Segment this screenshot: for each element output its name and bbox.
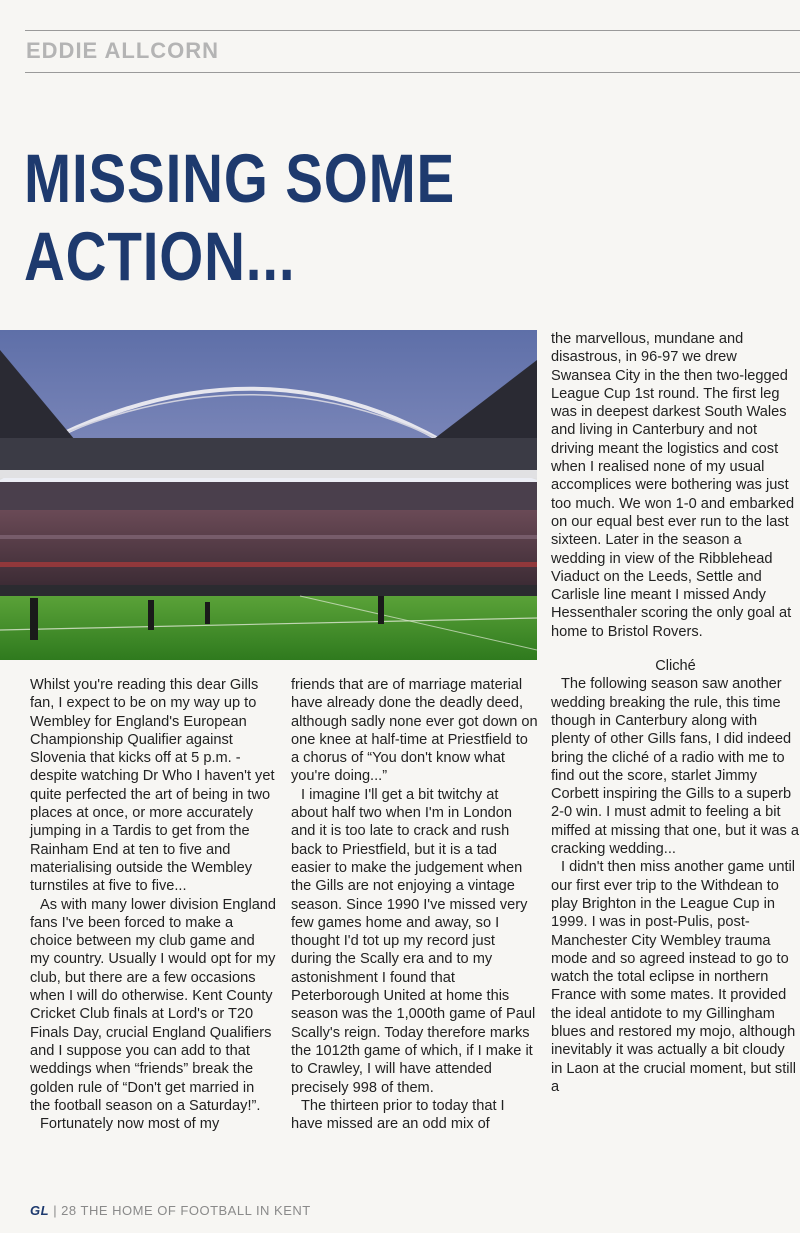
paragraph: Whilst you're reading this dear Gills fan, I expect to be on my way up to Wembley for England's European Championship Qualifier against Slovenia that kicks off at 5 p.m. - despite watching Dr Who I haven't yet quite perfected the art of being in two places at once, or more accurately jumping in a Tardis to get from the Rainham End at ten to five and materialising outside the Wembley turnstiles at five to five... — [30, 677, 275, 895]
paragraph: Fortunately now most of my — [40, 1116, 220, 1133]
magazine-logo-icon: GL — [30, 1203, 50, 1218]
title-line-2: ACTION... — [24, 218, 296, 295]
footer-text: | 28 THE HOME OF FOOTBALL IN KENT — [53, 1203, 311, 1218]
paragraph: The following season saw another wedding breaking the rule, this time though in Canterbury along with plenty of other Gills fans, I did indeed bring the cliché of a radio with me to find out the score, starlet Jimmy Corbett inspiring the Gills to a superb 2-0 win. I must admit to feeling a bit miffed at missing that one, but it was a cracking wedding... — [551, 676, 799, 858]
paragraph: friends that are of marriage material have already done the deadly deed, although sadly none ever got down on one knee at half-time at Priestfield to a chorus of “You don't know what you're doing...” — [291, 677, 538, 785]
header-rule-bottom — [25, 72, 800, 73]
paragraph: I didn't then miss another game until our first ever trip to the Withdean to play Brighton in the League Cup in 1999. I was in post-Pulis, post-Manchester City Wembley trauma mode and so agreed instead to go to watch the total eclipse in northern France with some mates. It provided the ideal antidote to my Gillingham blues and restored my mojo, although inevitably it was actually a bit cloudy in Laon at the crucial moment, but still a — [551, 859, 796, 1095]
paragraph: the marvellous, mundane and disastrous, in 96-97 we drew Swansea City in the then two-legged League Cup 1st round. The first leg was in deepest darkest South Wales and living in Canterbury and not driving meant the logistics and cost when I realised none of my usual accomplices were bothering was just too much. We won 1-0 and embarked on our equal best ever run to the last sixteen. Later in the season a wedding in view of the Ribblehead Viaduct on the Leeds, Settle and Carlisle line meant I missed Andy Hessenthaler scoring the only goal at home to Bristol Rovers. — [551, 331, 795, 640]
paragraph: As with many lower division England fans I've been forced to make a choice between my club game and my country. Usually I would opt for my club, but there are a few occasions when I will do otherwise. Kent County Cricket Club finals at Lord's or T20 Finals Day, crucial England Qualifiers and I suppose you can add to that weddings when “friends” break the golden rule of “Don't get married in the football season on a Saturday!”. — [30, 896, 277, 1114]
stadium-photo — [0, 330, 537, 660]
header-rule-top — [25, 30, 800, 31]
article-column-3 — [551, 330, 800, 1096]
article-column-2 — [291, 676, 539, 1133]
page-footer — [30, 1203, 311, 1218]
article-column-1 — [30, 676, 278, 1133]
paragraph: I imagine I'll get a bit twitchy at about half two when I'm in London and it is too late to crack and rush back to Priestfield, but it is a tad easier to make the judgement when the Gills are not enjoying a vintage season. Since 1990 I've missed very few games home and away, so I thought I'd tot up my record just during the Scally era and to my astonishment I found that Peterborough United at home this season was the 1,000th game of Paul Scally's reign. Today therefore marks the 1012th game of which, if I make it to Crawley, I will have attended precisely 998 of them. — [291, 786, 536, 1096]
paragraph: The thirteen prior to today that I have missed are an odd mix of — [291, 1097, 505, 1133]
section-subheading: Cliché — [655, 658, 696, 675]
author-name: EDDIE ALLCORN — [26, 38, 220, 63]
article-title — [24, 140, 483, 296]
title-line-1: MISSING SOME — [24, 140, 456, 217]
